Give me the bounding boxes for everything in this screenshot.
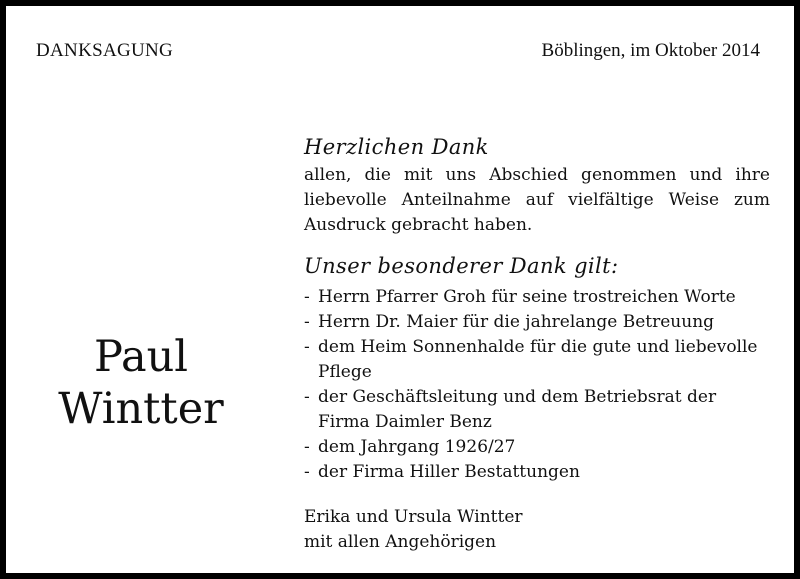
list-item-text: dem Heim Sonnenhalde für die gute und liebevolle Pflege — [318, 337, 758, 382]
list-item — [304, 385, 770, 435]
first-name: Paul — [93, 332, 189, 382]
deceased-name — [36, 331, 246, 435]
bullet-dash: - — [304, 337, 310, 357]
bullet-dash: - — [304, 287, 310, 307]
thanks-intro: allen, die mit uns Abschied genommen und ihre liebevolle Anteilnahme auf vielfältige Weise zum Ausdruck gebracht haben. — [304, 165, 770, 235]
list-item-text: der Geschäftsleitung und dem Betriebsrat der Firma Daimler Benz — [318, 387, 717, 432]
list-item-text: Herrn Dr. Maier für die jahrelange Betreuung — [318, 312, 715, 332]
list-item-text: dem Jahrgang 1926/27 — [318, 437, 516, 457]
bullet-dash: - — [304, 437, 310, 457]
special-thanks-heading: Unser besonderer Dank gilt: — [304, 254, 619, 278]
thanks-list — [304, 285, 770, 485]
last-name: Wintter — [58, 384, 224, 434]
message-body — [304, 132, 770, 555]
place-date: Böblingen, im Oktober 2014 — [541, 40, 760, 61]
list-item — [304, 285, 770, 310]
bullet-dash: - — [304, 462, 310, 482]
list-item — [304, 460, 770, 485]
list-item-text: der Firma Hiller Bestattungen — [318, 462, 580, 482]
bullet-dash: - — [304, 387, 310, 407]
list-item — [304, 335, 770, 385]
signature-relatives: mit allen Angehörigen — [304, 532, 497, 552]
thanks-heading: Herzlichen Dank — [304, 135, 489, 159]
list-item — [304, 435, 770, 460]
signature-names: Erika und Ursula Wintter — [304, 507, 523, 527]
document-title: DANKSAGUNG — [36, 40, 174, 61]
list-item-text: Herrn Pfarrer Groh für seine trostreichen Worte — [318, 287, 736, 307]
list-item — [304, 310, 770, 335]
bullet-dash: - — [304, 312, 310, 332]
signature-block — [304, 505, 770, 555]
